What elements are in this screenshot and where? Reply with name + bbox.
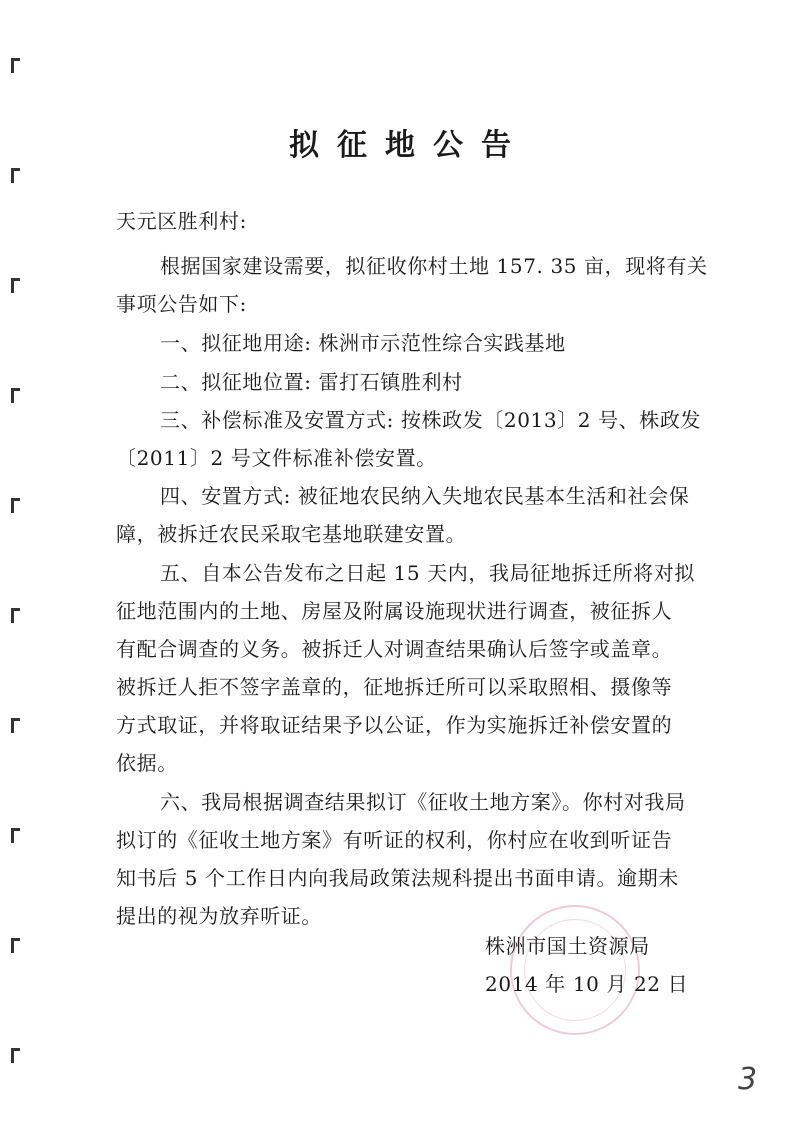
intro-line-1: 根据国家建设需要，拟征收你村土地 157. 35 亩，现将有关 [160,254,708,278]
binder-mark [11,828,20,843]
item-3-line-2: 〔2011〕2 号文件标准补偿安置。 [116,446,437,470]
document-title: 拟征地公告 [289,128,529,163]
addressee: 天元区胜利村: [116,209,247,233]
issuer-name: 株洲市国土资源局 [485,934,650,958]
item-6-line-2: 拟订的《征收土地方案》有听证的权利，你村应在收到听证告 [116,828,673,852]
item-6-line-4: 提出的视为放弃听证。 [116,904,322,928]
binder-mark [11,1048,20,1063]
item-5-line-2: 征地范围内的土地、房屋及附属设施现状进行调查，被征拆人 [116,599,673,623]
item-6-line-1: 六、我局根据调查结果拟订《征收土地方案》。你村对我局 [160,790,686,814]
item-1: 一、拟征地用途: 株洲市示范性综合实践基地 [160,331,566,355]
binder-mark [11,278,20,293]
item-4-line-2: 障，被拆迁农民采取宅基地联建安置。 [116,522,467,546]
item-5-line-4: 被拆迁人拒不签字盖章的，征地拆迁所可以采取照相、摄像等 [116,675,673,699]
intro-line-2: 事项公告如下: [116,292,247,316]
item-2: 二、拟征地位置: 雷打石镇胜利村 [160,370,463,394]
item-5-line-6: 依据。 [116,751,178,775]
item-5-line-3: 有配合调查的义务。被拆迁人对调查结果确认后签字或盖章。 [116,637,673,661]
binder-mark [11,168,20,183]
item-4-line-1: 四、安置方式: 被征地农民纳入失地农民基本生活和社会保 [160,484,690,508]
item-5-line-5: 方式取证，并将取证结果予以公证，作为实施拆迁补偿安置的 [116,713,673,737]
binder-mark [11,718,20,733]
item-3-line-1: 三、补偿标准及安置方式: 按株政发〔2013〕2 号、株政发 [160,408,702,432]
binder-mark [11,608,20,623]
binder-mark [11,938,20,953]
page-number: 3 [738,1062,758,1097]
binder-mark [11,58,20,73]
binder-mark [11,498,20,513]
issue-date: 2014 年 10 月 22 日 [485,972,689,996]
binder-mark [11,388,20,403]
item-5-line-1: 五、自本公告发布之日起 15 天内，我局征地拆迁所将对拟 [160,561,695,585]
item-6-line-3: 知书后 5 个工作日内向我局政策法规科提出书面申请。逾期未 [116,866,679,890]
